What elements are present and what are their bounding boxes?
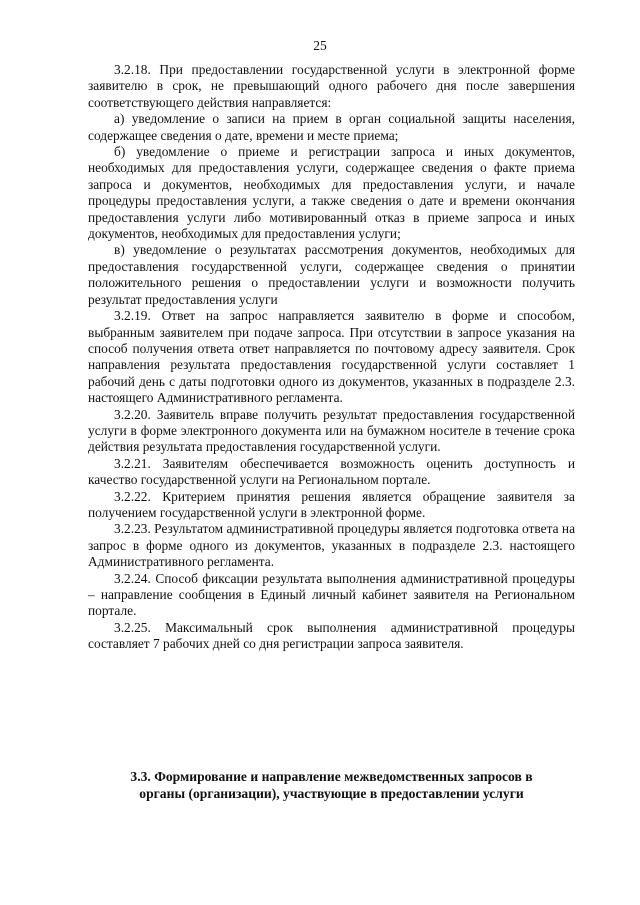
document-body: [88, 62, 575, 653]
section-heading: [88, 768, 575, 802]
section-heading-line-2: органы (организации), участвующие в предоставлении услуги: [139, 786, 524, 801]
page-number: 25: [313, 38, 327, 53]
paragraph-item-v: в) уведомление о результатах рассмотрения документов, необходимых для предоставления государственной услуги, содержащее сведения о принятии положительного решения о предоставлении услуги и возможности получить результат предоставления услуги: [88, 242, 575, 307]
paragraph-3-2-21: 3.2.21. Заявителям обеспечивается возможность оценить доступность и качество государственной услуги на Региональном портале.: [88, 455, 575, 488]
paragraph-3-2-23: 3.2.23. Результатом административной процедуры является подготовка ответа на запрос в форме одного из документов, указанных в подразделе 2.3. настоящего Административного регламента.: [88, 521, 576, 570]
paragraph-3-2-22: 3.2.22. Критерием принятия решения является обращение заявителя за получением государственной услуги в электронной форме.: [88, 488, 575, 520]
paragraph-item-a: а) уведомление о записи на прием в орган социальной защиты населения, содержащее сведения о дате, времени и месте приема;: [88, 111, 575, 143]
paragraph-item-b: б) уведомление о приеме и регистрации запроса и иных документов, необходимых для предоставления услуги, содержащее сведения о факте приема запроса и документов, необходимых для предоставления услуги, и начале процедуры предоставления услуги, а также сведения о дате и времени окончания предоставления услуги либо мотивированный отказ в приеме запроса и иных документов, необходимых для предоставления услуги;: [88, 144, 575, 242]
paragraph-3-2-25: 3.2.25. Максимальный срок выполнения административной процедуры составляет 7 рабочих дней со дня регистрации запроса заявителя.: [88, 619, 575, 652]
paragraph-3-2-24: 3.2.24. Способ фиксации результата выполнения административной процедуры – направление сообщения в Единый личный кабинет заявителя на Региональном портале.: [88, 570, 575, 619]
paragraph-3-2-18: 3.2.18. При предоставлении государственной услуги в электронной форме заявителю в срок, не превышающий одного рабочего дня после завершения соответствующего действия направляется:: [88, 62, 575, 110]
section-heading-line-1: 3.3. Формирование и направление межведомственных запросов в: [130, 769, 533, 784]
paragraph-3-2-19: 3.2.19. Ответ на запрос направляется заявителю в форме и способом, выбранным заявителем при подаче запроса. При отсутствии в запросе указания на способ получения ответа ответ направляется по почтовому адресу заявителя. Срок направления результата предоставления государственной услуги составляет 1 рабочий день с даты подготовки одного из документов, указанных в подразделе 2.3. настоящего Административного регламента.: [88, 308, 575, 406]
paragraph-3-2-20: 3.2.20. Заявитель вправе получить результат предоставления государственной услуги в форме электронного документа или на бумажном носителе в течение срока действия результата предоставления государственной услуги.: [88, 406, 575, 455]
